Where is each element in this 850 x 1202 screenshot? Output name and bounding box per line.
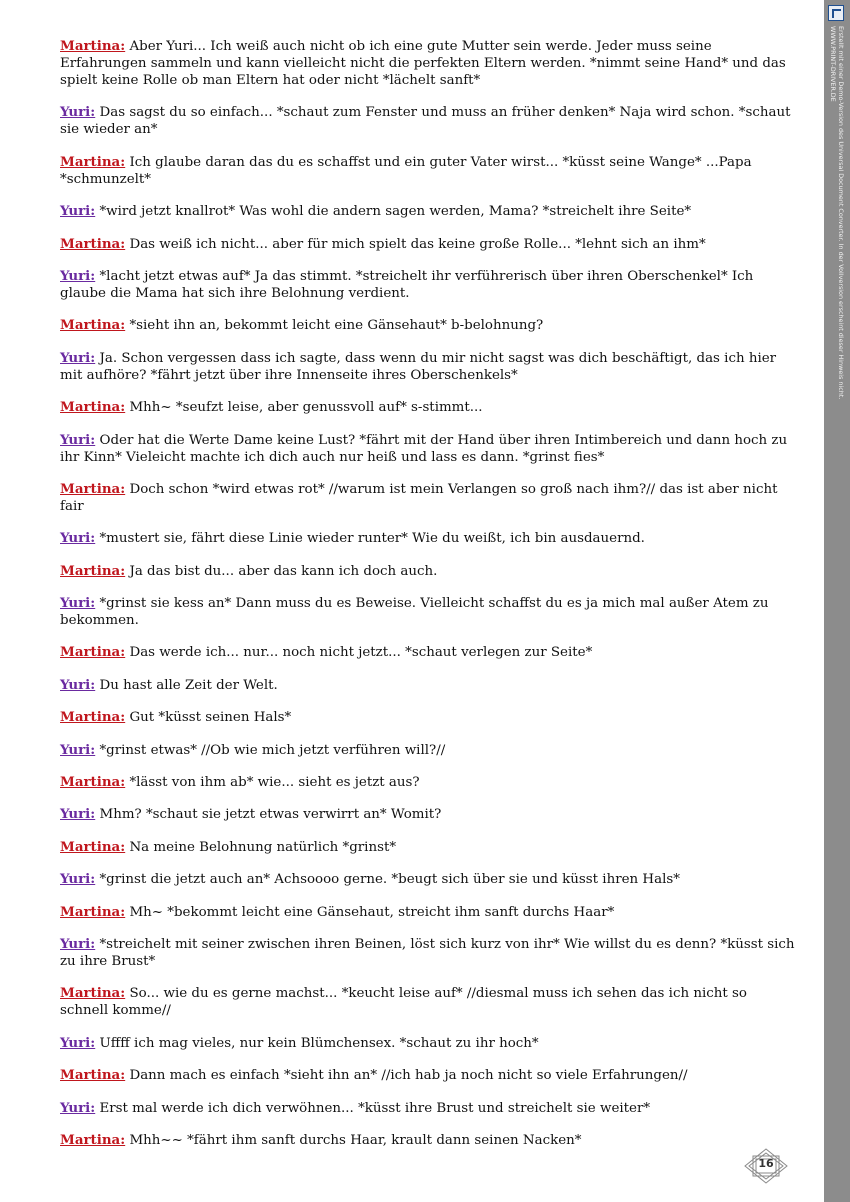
dialogue-entry <box>60 530 795 547</box>
speaker-name: Yuri: <box>60 203 96 220</box>
speaker-name: Martina: <box>60 38 126 54</box>
dialogue-entry <box>60 709 795 726</box>
dialogue-entry <box>60 839 795 856</box>
dialogue-text: Aber Yuri... Ich weiß auch nicht ob ich eine gute Mutter sein werde. Jeder muss seine Erfahrungen sammeln und kann vielleicht nicht die perfekten Eltern werden. *nimmt seine Hand* und das spielt keine Rolle ob man Eltern hat oder nicht *lächelt sanft* <box>60 39 786 88</box>
dialogue-text: Ja das bist du... aber das kann ich doch auch. <box>129 563 438 579</box>
dialogue-text: Mhh~ *seufzt leise, aber genussvoll auf* s-stimmt... <box>129 400 483 416</box>
demo-notice <box>829 26 845 399</box>
dialogue-text: Das sagst du so einfach... *schaut zum Fenster und muss an früher denken* Naja wird schon. *schaut sie wieder an* <box>60 105 791 138</box>
speaker-name: Yuri: <box>60 349 96 366</box>
dialogue-entry <box>60 644 795 661</box>
dialogue-text: *lässt von ihm ab* wie... sieht es jetzt aus? <box>129 775 420 791</box>
speaker-name: Yuri: <box>60 104 96 121</box>
dialogue-text: Das weiß ich nicht... aber für mich spielt das keine große Rolle... *lehnt sich an ihm* <box>129 236 706 252</box>
dialogue-entry <box>60 481 795 515</box>
dialogue-text: *mustert sie, fährt diese Linie wieder runter* Wie du weißt, ich bin ausdauernd. <box>99 531 645 547</box>
demo-sidebar <box>824 0 850 1202</box>
document-page <box>60 38 795 1164</box>
dialogue-entry <box>60 1132 795 1149</box>
dialogue-text: Ja. Schon vergessen dass ich sagte, dass wenn du mir nicht sagst was dich beschäftigt, das ich hier mit aufhöre? *fährt jetzt über ihre Innenseite ihres Oberschenkels* <box>60 350 777 383</box>
dialogue-text: Das werde ich... nur... noch nicht jetzt... *schaut verlegen zur Seite* <box>129 645 593 661</box>
speaker-name: Yuri: <box>60 806 96 823</box>
dialogue-entry <box>60 936 795 970</box>
speaker-name: Martina: <box>60 1131 126 1148</box>
dialogue-entry <box>60 236 795 253</box>
dialogue-entry <box>60 806 795 823</box>
speaker-name: Yuri: <box>60 741 96 758</box>
speaker-name: Yuri: <box>60 431 96 448</box>
speaker-name: Yuri: <box>60 935 96 952</box>
dialogue-entry <box>60 38 795 89</box>
dialogue-entry <box>60 399 795 416</box>
dialogue-text: *streichelt mit seiner zwischen ihren Beinen, löst sich kurz von ihr* Wie willst du es denn? *küsst sich zu ihre Brust* <box>60 936 795 969</box>
speaker-name: Martina: <box>60 562 126 579</box>
speaker-name: Martina: <box>60 399 126 416</box>
dialogue-text: Mh~ *bekommt leicht eine Gänsehaut, streicht ihm sanft durchs Haar* <box>129 904 615 920</box>
dialogue-entry <box>60 203 795 220</box>
speaker-name: Yuri: <box>60 871 96 888</box>
dialogue-text: Na meine Belohnung natürlich *grinst* <box>129 839 397 855</box>
dialogue-text: Uffff ich mag vieles, nur kein Blümchensex. *schaut zu ihr hoch* <box>99 1035 539 1051</box>
speaker-name: Yuri: <box>60 1034 96 1051</box>
demo-notice-text: Erstellt mit einer Demo-Version des Universal Document Converter. In der Vollversion erscheint dieser Hinweis nicht. <box>837 26 845 400</box>
dialogue-text: *wird jetzt knallrot* Was wohl die andern sagen werden, Mama? *streichelt ihre Seite* <box>99 204 692 220</box>
dialogue-text: *grinst die jetzt auch an* Achsoooo gerne. *beugt sich über sie und küsst ihren Hals* <box>99 872 680 888</box>
dialogue-text: *grinst sie kess an* Dann muss du es Beweise. Vielleicht schaffst du es ja mich mal außer Atem zu bekommen. <box>60 596 769 629</box>
speaker-name: Martina: <box>60 985 126 1002</box>
dialogue-entry <box>60 1067 795 1084</box>
page-number-badge <box>744 1148 788 1184</box>
speaker-name: Yuri: <box>60 267 96 284</box>
dialogue-entry <box>60 563 795 580</box>
page-number: 16 <box>758 1157 774 1170</box>
speaker-name: Martina: <box>60 903 126 920</box>
dialogue-text: Mhh~~ *fährt ihm sanft durchs Haar, krault dann seinen Nacken* <box>129 1132 582 1148</box>
dialogue-text: *lacht jetzt etwas auf* Ja das stimmt. *streichelt ihr verführerisch über ihren Oberschenkel* Ich glaube die Mama hat sich ihre Belohnung verdient. <box>60 268 754 301</box>
speaker-name: Martina: <box>60 235 126 252</box>
speaker-name: Martina: <box>60 774 126 791</box>
dialogue-text: *grinst etwas* //Ob wie mich jetzt verführen will?// <box>99 742 446 758</box>
speaker-name: Yuri: <box>60 595 96 612</box>
speaker-name: Martina: <box>60 1067 126 1084</box>
dialogue-entry <box>60 1035 795 1052</box>
dialogue-entry <box>60 871 795 888</box>
dialogue-entry <box>60 317 795 334</box>
converter-logo-icon <box>828 5 844 21</box>
dialogue-text: *sieht ihn an, bekommt leicht eine Gänsehaut* b-belohnung? <box>129 318 544 334</box>
dialogue-text: Oder hat die Werte Dame keine Lust? *fährt mit der Hand über ihren Intimbereich und dann hoch zu ihr Kinn* Vieleicht machte ich dich auch nur heiß und lass es dann. *grinst fies* <box>60 432 788 465</box>
dialogue-text: Dann mach es einfach *sieht ihn an* //ich hab ja noch nicht so viele Erfahrungen// <box>129 1068 688 1084</box>
speaker-name: Martina: <box>60 153 126 170</box>
dialogue-text: Gut *küsst seinen Hals* <box>129 710 292 726</box>
speaker-name: Martina: <box>60 709 126 726</box>
demo-notice-url[interactable]: WWW.PRINT-DRIVER.DE <box>829 26 837 102</box>
dialogue-entry <box>60 742 795 759</box>
speaker-name: Martina: <box>60 838 126 855</box>
dialogue-text: Mhm? *schaut sie jetzt etwas verwirrt an* Womit? <box>99 807 442 823</box>
dialogue-text: Erst mal werde ich dich verwöhnen... *küsst ihre Brust und streichelt sie weiter* <box>99 1100 651 1116</box>
dialogue-entry <box>60 154 795 188</box>
dialogue-entry <box>60 432 795 466</box>
speaker-name: Yuri: <box>60 1099 96 1116</box>
dialogue-entry <box>60 104 795 138</box>
dialogue-entry <box>60 985 795 1019</box>
dialogue-text: Ich glaube daran das du es schaffst und ein guter Vater wirst... *küsst seine Wange* ...Papa *schmunzelt* <box>60 154 752 187</box>
dialogue-entry <box>60 677 795 694</box>
dialogue-entry <box>60 904 795 921</box>
dialogue-text: So... wie du es gerne machst... *keucht leise auf* //diesmal muss ich sehen das ich nicht so schnell komme// <box>60 986 747 1019</box>
dialogue-text: Du hast alle Zeit der Welt. <box>99 677 278 693</box>
speaker-name: Martina: <box>60 480 126 497</box>
speaker-name: Martina: <box>60 317 126 334</box>
dialogue-entry <box>60 774 795 791</box>
dialogue-entry <box>60 1100 795 1117</box>
speaker-name: Yuri: <box>60 530 96 547</box>
dialogue-entry <box>60 268 795 302</box>
dialogue-entry <box>60 350 795 384</box>
dialogue-text: Doch schon *wird etwas rot* //warum ist mein Verlangen so groß nach ihm?// das ist aber nicht fair <box>60 481 778 514</box>
speaker-name: Martina: <box>60 644 126 661</box>
dialogue-entry <box>60 595 795 629</box>
speaker-name: Yuri: <box>60 676 96 693</box>
